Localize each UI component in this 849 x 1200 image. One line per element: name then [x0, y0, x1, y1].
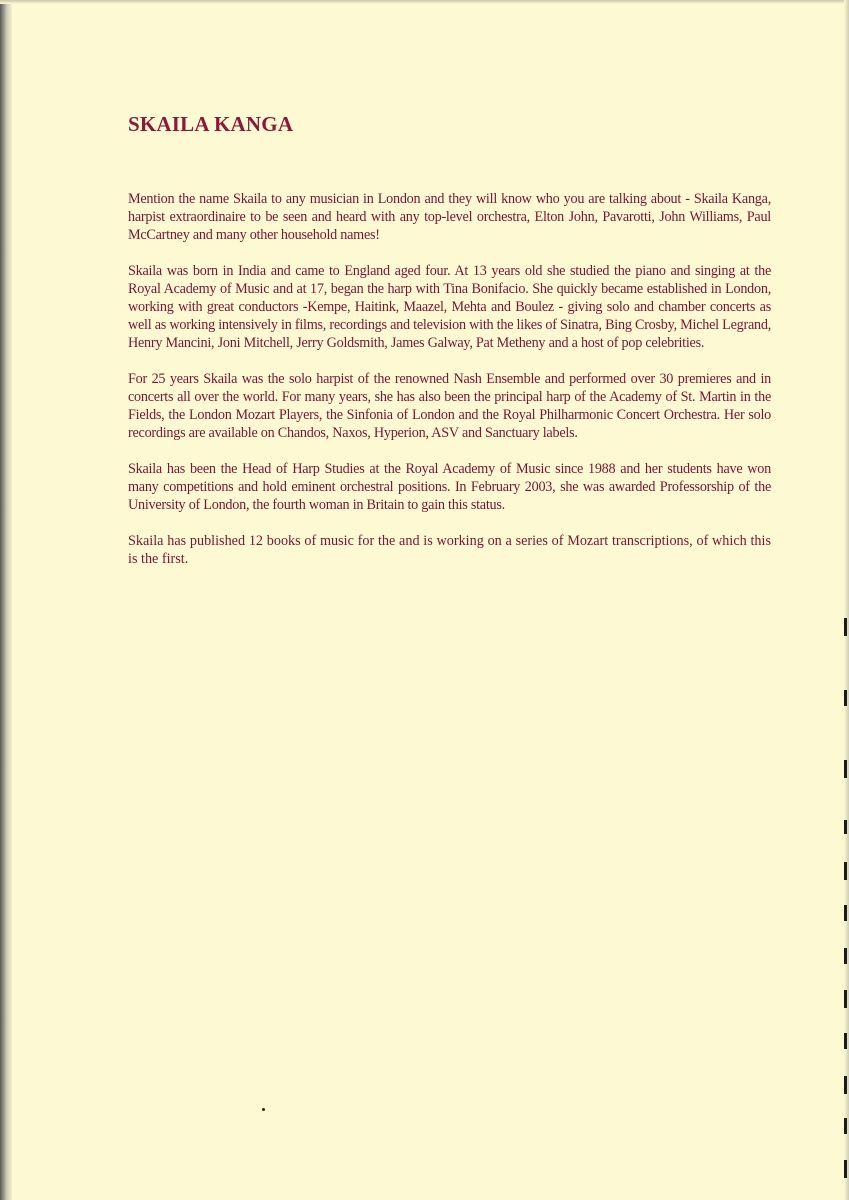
binding-mark: [844, 1160, 847, 1178]
binding-mark: [844, 990, 847, 1008]
page-left-edge-shadow: [0, 0, 12, 1200]
binding-mark: [844, 820, 847, 834]
binding-mark: [844, 948, 847, 964]
paper-speck: [262, 1108, 265, 1111]
binding-mark: [844, 1118, 847, 1134]
biography-paragraph: Skaila has published 12 books of music for the and is working on a series of Mozart transcriptions, of which this is the first.: [128, 533, 771, 567]
binding-mark: [844, 905, 847, 921]
binding-mark: [844, 618, 847, 636]
binding-mark: [844, 760, 847, 778]
binding-mark: [844, 1033, 847, 1049]
biography-paragraph: For 25 years Skaila was the solo harpist of the renowned Nash Ensemble and performed over 30 premieres and in concerts all over the world. For many years, she has also been the principal harp of the Academy of St. Martin in the Fields, the London Mozart Players, the Sinfonia of London and the Royal Philharmonic Concert Orchestra. Her solo recordings are available on Chandos, Naxos, Hyperion, ASV and Sanctuary labels.: [128, 371, 771, 441]
page-top-edge-shadow: [0, 0, 849, 4]
binding-mark: [844, 690, 847, 706]
biography-paragraph: Skaila has been the Head of Harp Studies at the Royal Academy of Music since 1988 and her students have won many competitions and hold eminent orchestral positions. In February 2003, she was awarded Professorship of the University of London, the fourth woman in Britain to gain this status.: [128, 461, 771, 513]
biography-paragraph: Skaila was born in India and came to England aged four. At 13 years old she studied the piano and singing at the Royal Academy of Music and at 17, began the harp with Tina Bonifacio. She quickly became established in London, working with great conductors -Kempe, Haitink, Maazel, Mehta and Boulez - giving solo and chamber concerts as well as working intensively in films, recordings and television with the likes of Sinatra, Bing Crosby, Michel Legrand, Henry Mancini, Joni Mitchell, Jerry Goldsmith, James Galway, Pat Metheny and a host of pop celebrities.: [128, 263, 771, 351]
page-title: SKAILA KANGA: [128, 112, 294, 136]
biography-paragraph: Mention the name Skaila to any musician in London and they will know who you are talking about - Skaila Kanga, harpist extraordinaire to be seen and heard with any top-level orchestra, Elton John, Pavarotti, John Williams, Paul McCartney and many other household names!: [128, 191, 771, 243]
biography-body: [128, 190, 771, 586]
page-right-edge-shadow: [844, 0, 849, 1200]
binding-mark: [844, 862, 847, 880]
binding-mark: [844, 1076, 847, 1094]
